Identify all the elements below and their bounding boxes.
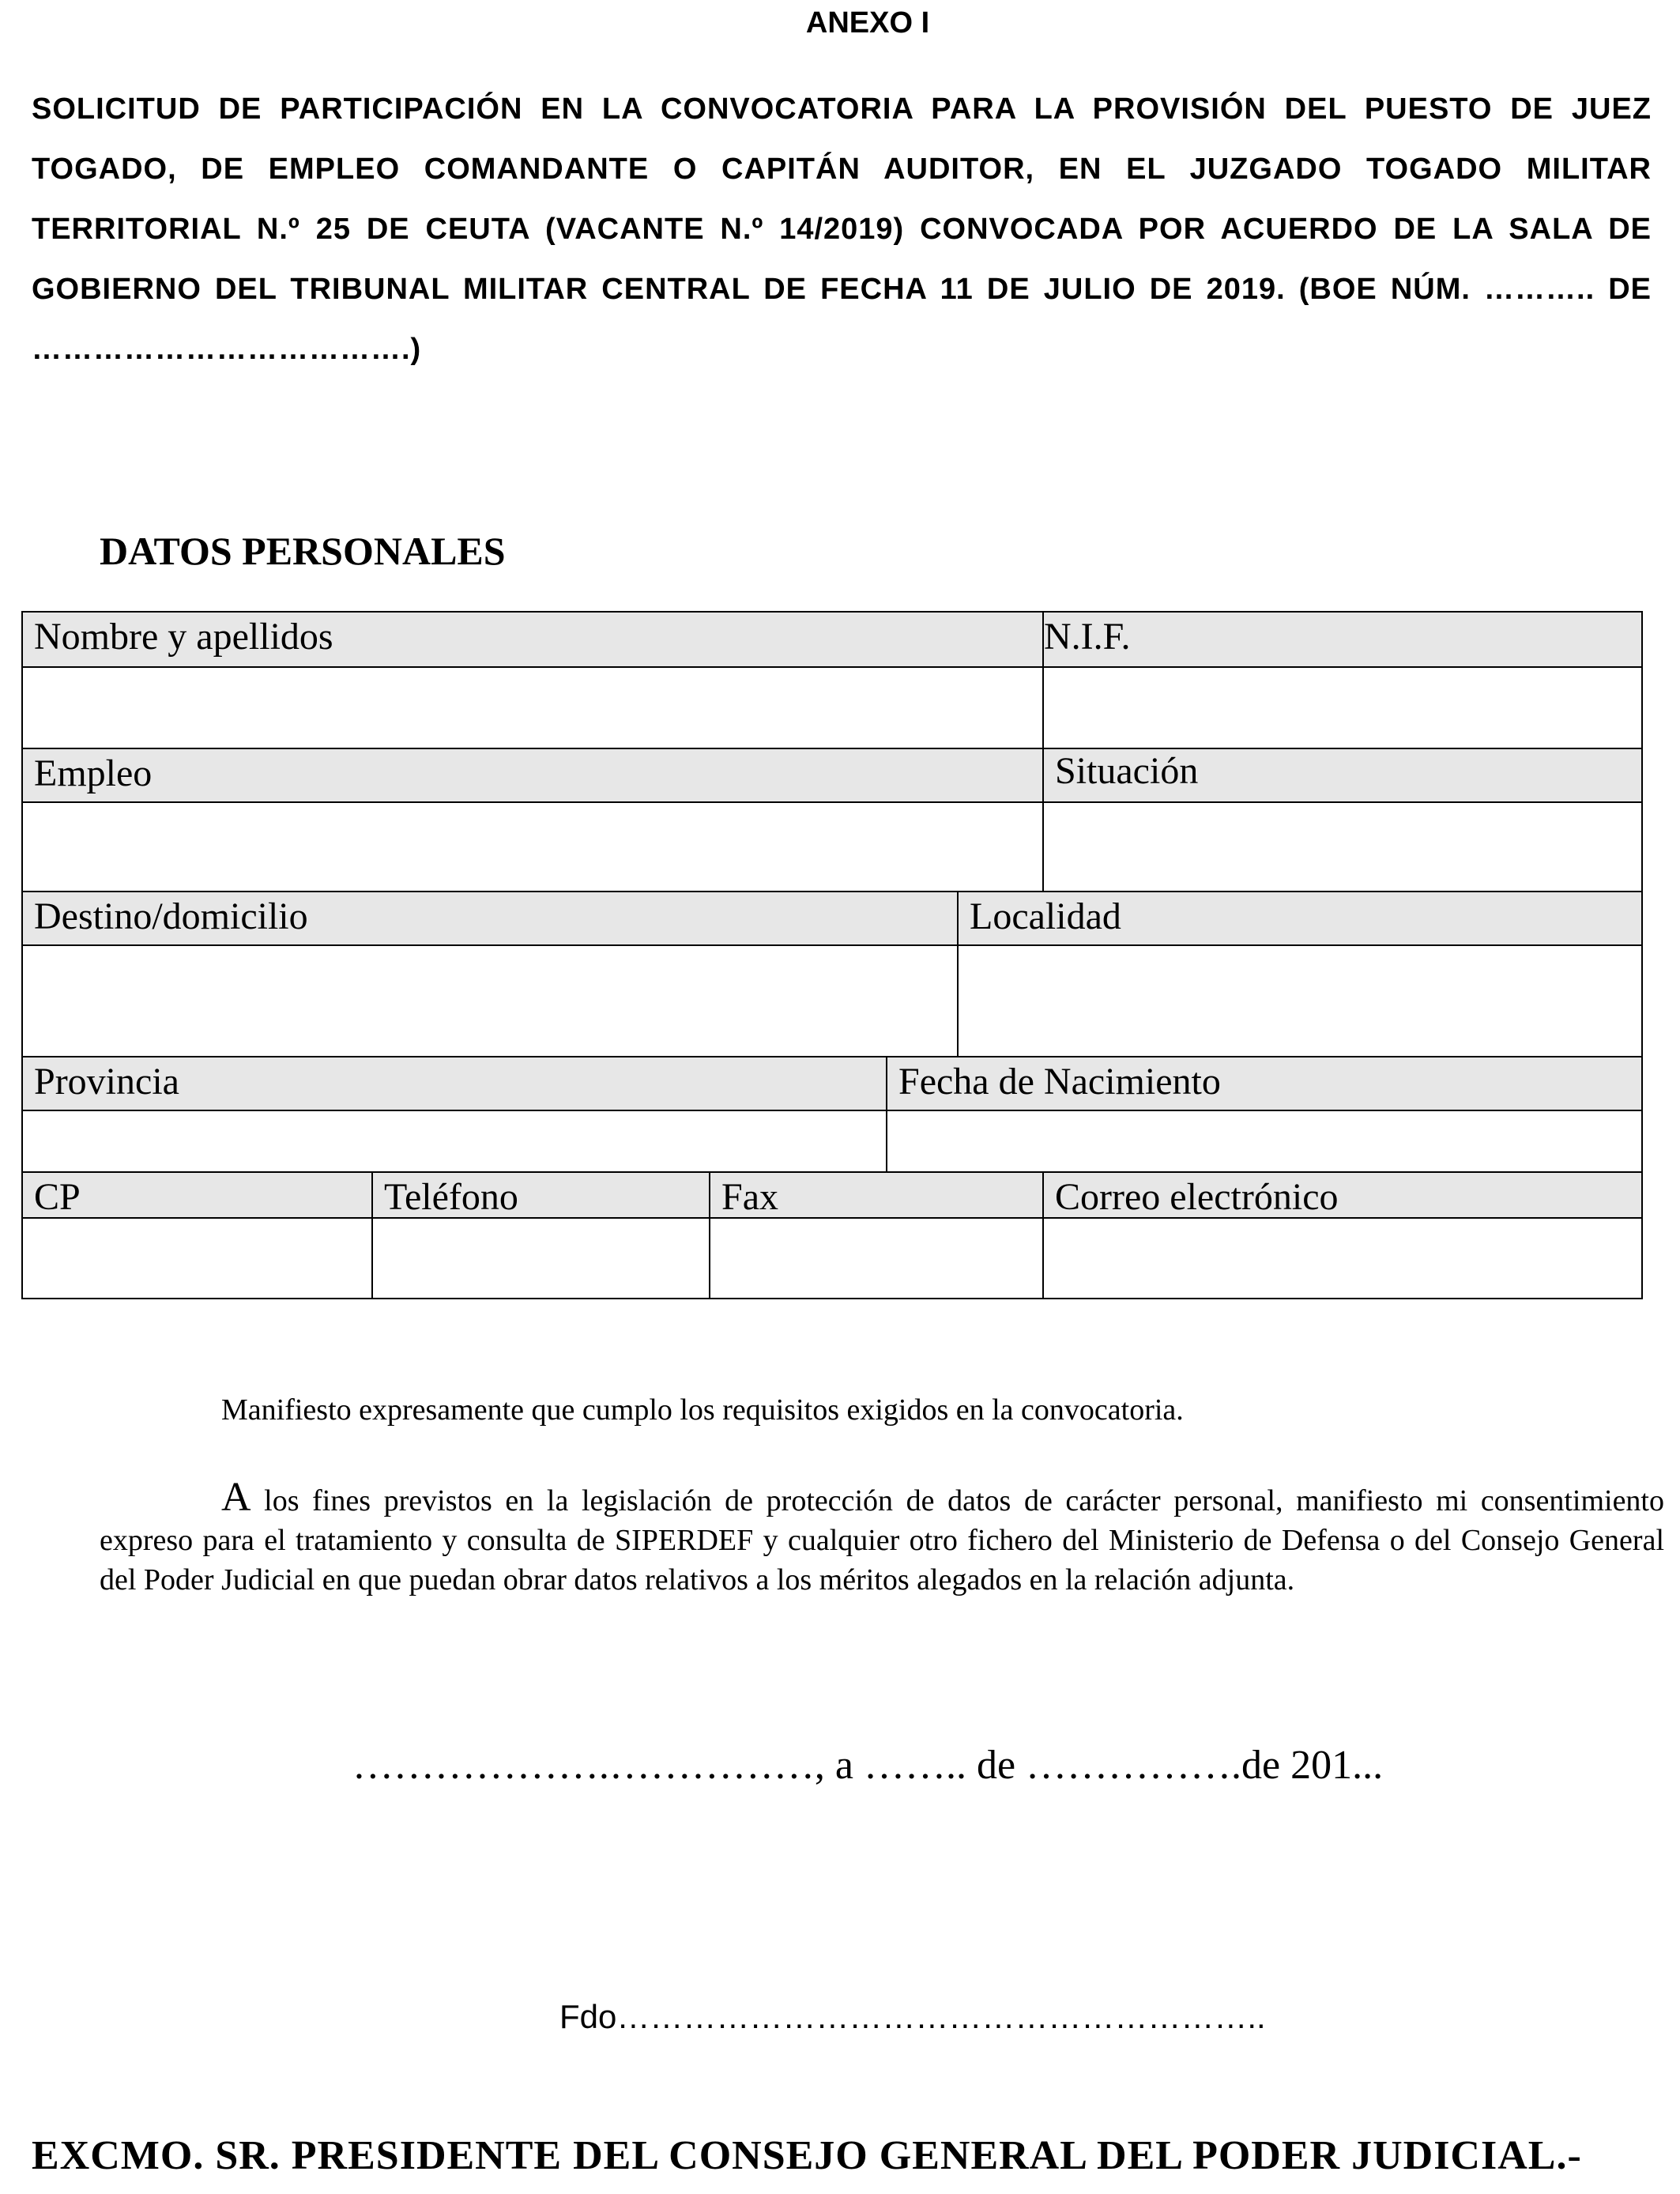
form-label-row	[23, 1056, 1641, 1110]
form-label-row	[23, 748, 1641, 801]
full-name-field[interactable]	[23, 668, 1042, 748]
birth-date-field[interactable]	[886, 1111, 1641, 1171]
fax-field[interactable]	[709, 1219, 1042, 1298]
form-input-row	[23, 944, 1641, 1056]
province-field[interactable]	[23, 1111, 886, 1171]
rank-field[interactable]	[23, 803, 1042, 891]
form-input-row	[23, 1217, 1641, 1298]
phone-label: Teléfono	[371, 1173, 709, 1217]
email-field[interactable]	[1042, 1219, 1641, 1298]
signature-line: Fdo…………………………………………………..	[559, 1998, 1266, 2035]
email-label: Correo electrónico	[1042, 1173, 1641, 1217]
nif-label: N.I.F.	[1042, 613, 1641, 666]
form-input-row	[23, 801, 1641, 891]
postal-code-label: CP	[34, 1176, 81, 1217]
consent-text: los fines previstos en la legislación de protección de datos de carácter personal, manifiesto mi consentimiento expreso para el tratamiento y consulta de SIPERDEF y cualquier otro fichero del Ministerio de Defensa o del Consejo General del Poder Judicial en que puedan obrar datos relativos a los méritos alegados en la relación adjunta.	[100, 1484, 1664, 1596]
fax-label: Fax	[709, 1173, 1042, 1217]
consent-initial: A	[221, 1475, 251, 1520]
addressee: EXCMO. SR. PRESIDENTE DEL CONSEJO GENERAL DEL PODER JUDICIAL.-	[32, 2133, 1582, 2178]
data-consent-paragraph	[100, 1475, 1664, 1600]
birth-date-label: Fecha de Nacimiento	[886, 1057, 1641, 1110]
town-field[interactable]	[957, 946, 1641, 1056]
form-label-row	[23, 891, 1641, 944]
town-label: Localidad	[957, 892, 1641, 944]
rank-label: Empleo	[34, 752, 153, 794]
phone-field[interactable]	[371, 1219, 709, 1298]
form-label-row	[23, 613, 1641, 666]
full-name-label: Nombre y apellidos	[34, 616, 333, 658]
status-field[interactable]	[1042, 803, 1641, 891]
form-input-row	[23, 666, 1641, 748]
form-input-row	[23, 1110, 1641, 1171]
status-label: Situación	[1042, 749, 1641, 801]
requirements-statement: Manifiesto expresamente que cumplo los requisitos exigidos en la convocatoria.	[221, 1393, 1184, 1427]
address-field[interactable]	[23, 946, 957, 1056]
form-label-row	[23, 1171, 1641, 1217]
personal-data-form	[21, 611, 1643, 1299]
address-label: Destino/domicilio	[34, 895, 308, 937]
annex-title: ANEXO I	[805, 6, 930, 40]
province-label: Provincia	[34, 1061, 179, 1103]
postal-code-field[interactable]	[23, 1219, 371, 1298]
nif-field[interactable]	[1042, 668, 1641, 748]
section-title: DATOS PERSONALES	[100, 529, 506, 573]
place-date-line: ……………….……………, a …….. de …………….de 201...	[352, 1743, 1384, 1788]
request-heading: SOLICITUD DE PARTICIPACIÓN EN LA CONVOCATORIA PARA LA PROVISIÓN DEL PUESTO DE JUEZ TOGADO, DE EMPLEO COMANDANTE O CAPITÁN AUDITOR, EN EL JUZGADO TOGADO MILITAR TERRITORIAL N.º 25 DE CEUTA (VACANTE N.º 14/2019) CONVOCADA POR ACUERDO DE LA SALA DE GOBIERNO DEL TRIBUNAL MILITAR CENTRAL DE FECHA 11 DE JULIO DE 2019. (BOE NÚM. ……….. DE ……………………………….)	[32, 92, 1652, 366]
